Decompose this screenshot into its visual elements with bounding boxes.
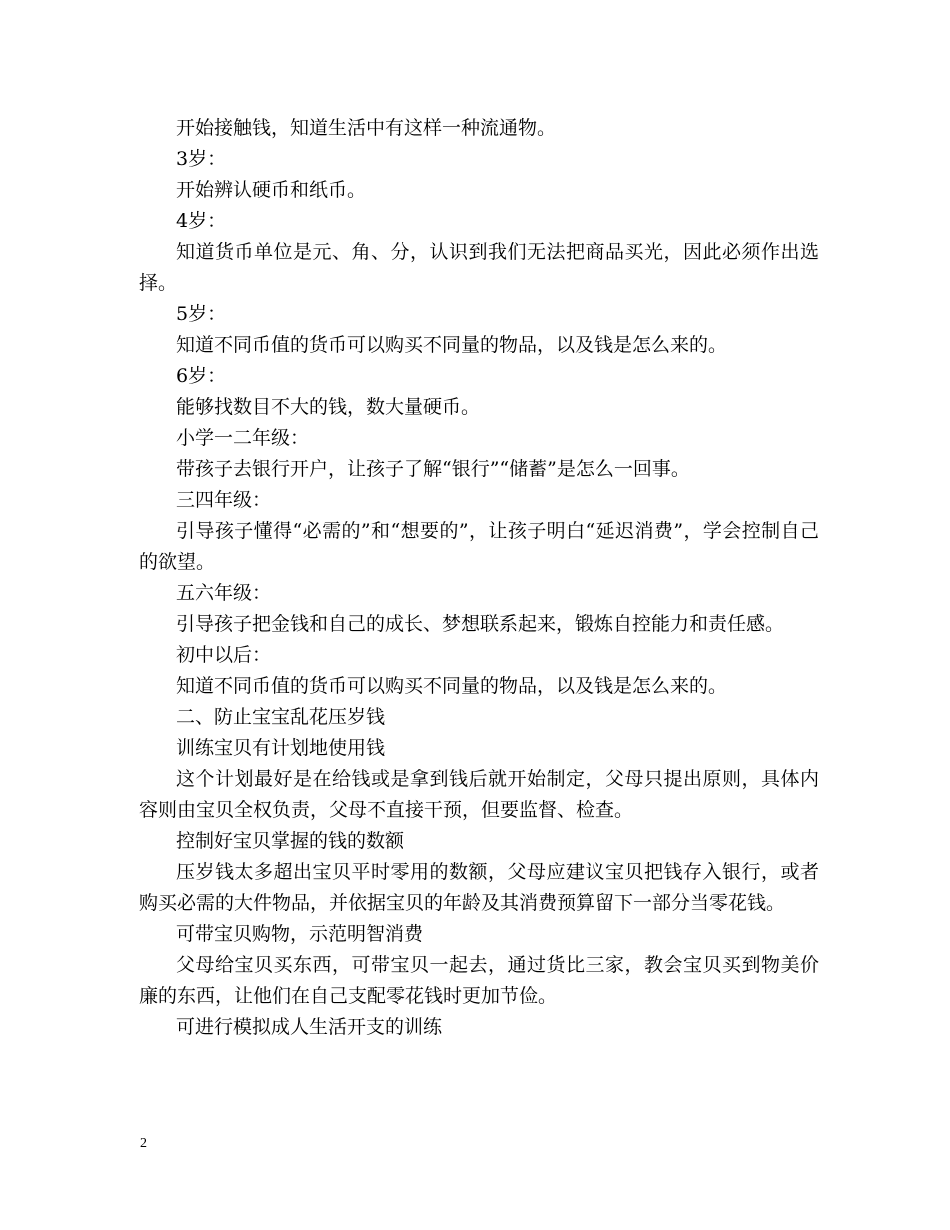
paragraph: 初中以后： bbox=[176, 644, 272, 666]
subheading: 训练宝贝有计划地使用钱 bbox=[176, 737, 386, 759]
paragraph: 引导孩子把金钱和自己的成长、梦想联系起来，锻炼自控能力和责任感。 bbox=[176, 613, 785, 635]
paragraph: 五六年级： bbox=[176, 582, 272, 604]
paragraph: 三四年级： bbox=[176, 489, 272, 511]
paragraph: 小学一二年级： bbox=[176, 427, 310, 449]
paragraph: 能够找数目不大的钱，数大量硬币。 bbox=[176, 396, 481, 418]
paragraph: 知道不同币值的货币可以购买不同量的物品，以及钱是怎么来的。 bbox=[176, 334, 728, 356]
subheading: 可进行模拟成人生活开支的训练 bbox=[176, 1016, 443, 1038]
paragraph: 父母给宝贝买东西，可带宝贝一起去，通过货比三家，教会宝贝买到物美价廉的东西，让他们在自己支配零花钱时更加节俭。 bbox=[139, 954, 819, 1007]
subheading: 控制好宝贝掌握的钱的数额 bbox=[176, 830, 405, 852]
section-heading: 二、防止宝宝乱花压岁钱 bbox=[176, 706, 386, 728]
paragraph: 压岁钱太多超出宝贝平时零用的数额，父母应建议宝贝把钱存入银行，或者购买必需的大件物品，并依据宝贝的年龄及其消费预算留下一部分当零花钱。 bbox=[139, 861, 819, 914]
paragraph: 带孩子去银行开户，让孩子了解“银行”“储蓄”是怎么一回事。 bbox=[176, 458, 690, 480]
paragraph: 开始辨认硬币和纸币。 bbox=[176, 179, 367, 201]
subheading: 可带宝贝购物，示范明智消费 bbox=[176, 923, 424, 945]
paragraph: 引导孩子懂得“必需的”和“想要的”，让孩子明白“延迟消费”，学会控制自己的欲望。 bbox=[139, 520, 819, 573]
page-number: 2 bbox=[140, 1136, 147, 1151]
paragraph: 6岁： bbox=[176, 365, 227, 387]
paragraph: 知道货币单位是元、角、分，认识到我们无法把商品买光，因此必须作出选择。 bbox=[139, 241, 819, 294]
paragraph: 4岁： bbox=[176, 210, 227, 232]
paragraph: 这个计划最好是在给钱或是拿到钱后就开始制定，父母只提出原则，具体内容则由宝贝全权负责，父母不直接干预，但要监督、检查。 bbox=[139, 768, 819, 821]
document-body bbox=[139, 113, 819, 1043]
paragraph: 开始接触钱，知道生活中有这样一种流通物。 bbox=[176, 117, 557, 139]
paragraph: 3岁： bbox=[176, 148, 227, 170]
paragraph: 知道不同币值的货币可以购买不同量的物品，以及钱是怎么来的。 bbox=[176, 675, 728, 697]
paragraph: 5岁： bbox=[176, 303, 227, 325]
